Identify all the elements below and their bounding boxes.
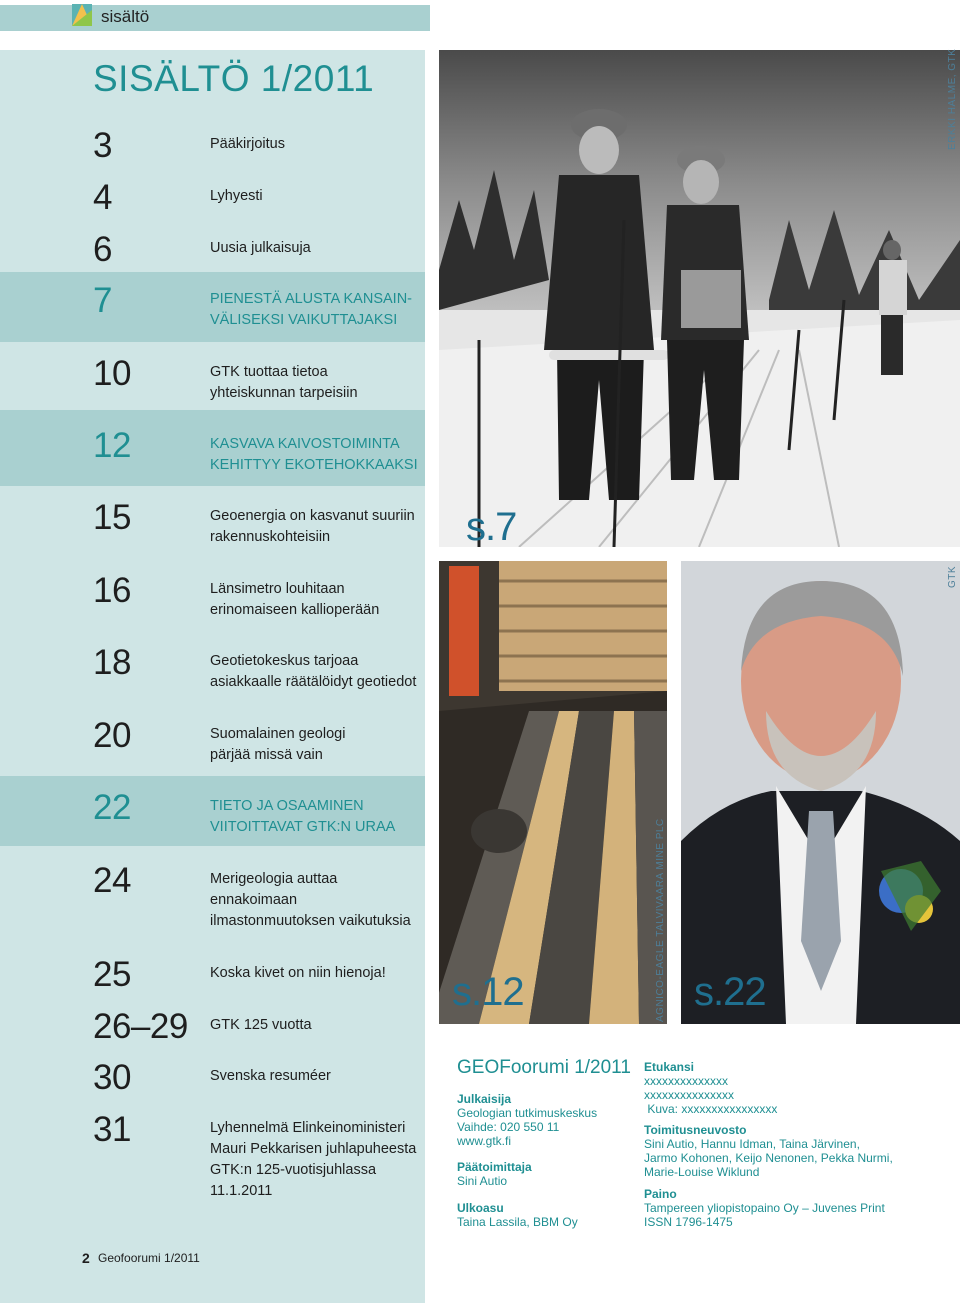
print-line: Tampereen yliopistopaino Oy – Juvenes Print — [644, 1201, 885, 1215]
toc-entry-line: yhteiskunnan tarpeisiin — [210, 385, 358, 401]
toc-entry-line: Koska kivet on niin hienoja! — [210, 965, 386, 981]
toc-entry-line: asiakkaalle räätälöidyt geotiedot — [210, 674, 417, 690]
toc-entry-line: Geotietokeskus tarjoaa — [210, 653, 359, 669]
toc-entry-line: Merigeologia auttaa — [210, 871, 338, 887]
portrait-photo — [681, 561, 960, 1024]
portrait-image — [681, 561, 960, 1024]
header-bar — [0, 5, 430, 31]
toc-entry-line: Suomalainen geologi — [210, 726, 346, 742]
logo-icon — [72, 4, 92, 26]
drill-cores-photo — [439, 561, 667, 1024]
toc-entry-line: Lyhyesti — [210, 188, 263, 204]
skiers-photo — [439, 50, 960, 547]
toc-page-number: 30 — [93, 1058, 131, 1097]
editor-name: Sini Autio — [457, 1174, 508, 1188]
toc-entry-line: GTK tuottaa tietoa — [210, 364, 328, 380]
layout-label: Ulkoasu — [457, 1201, 504, 1215]
toc-entry-line: GTK:n 125-vuotisjuhlassa — [210, 1162, 377, 1178]
toc-page-number: 7 — [93, 281, 112, 320]
magazine-name: Geofoorumi 1/2011 — [98, 1251, 200, 1265]
toc-entry-title[interactable] — [210, 1066, 422, 1087]
cover-block — [644, 1060, 944, 1116]
toc-entry-line: TIETO JA OSAAMINEN — [210, 798, 364, 814]
toc-entry-title[interactable] — [210, 289, 422, 331]
toc-entry-line: Mauri Pekkarisen juhlapuheesta — [210, 1141, 417, 1157]
toc-entry-line: Länsimetro louhitaan — [210, 581, 345, 597]
toc-entry-line: pärjää missä vain — [210, 747, 323, 763]
board-line: Jarmo Kohonen, Keijo Nenonen, Pekka Nurmi, — [644, 1151, 893, 1165]
toc-page-number: 15 — [93, 498, 131, 537]
cover-label: Etukansi — [644, 1060, 695, 1074]
toc-page-number: 22 — [93, 788, 131, 827]
toc-entry-title[interactable] — [210, 579, 422, 621]
publisher-label: Julkaisija — [457, 1092, 512, 1106]
toc-entry-line: Lyhennelmä Elinkeinoministeri — [210, 1120, 406, 1136]
toc-page-number: 3 — [93, 126, 112, 165]
toc-entry-line: Uusia julkaisuja — [210, 240, 311, 256]
cover-line: xxxxxxxxxxxxxxx — [644, 1088, 734, 1102]
print-label: Paino — [644, 1187, 677, 1201]
skiers-image — [439, 50, 960, 547]
layout-block — [457, 1201, 578, 1229]
publisher-block — [457, 1092, 637, 1148]
cover-line: xxxxxxxxxxxxxx — [644, 1074, 728, 1088]
toc-entry-line: GTK 125 vuotta — [210, 1017, 312, 1033]
toc-page-number: 25 — [93, 955, 131, 994]
toc-entry-line: Geoenergia on kasvanut suuriin — [210, 508, 415, 524]
editor-block — [457, 1160, 532, 1188]
toc-entry-line: 11.1.2011 — [210, 1183, 273, 1199]
toc-entry-line: KASVAVA KAIVOSTOIMINTA — [210, 436, 400, 452]
editor-label: Päätoimittaja — [457, 1160, 532, 1174]
toc-page-number: 20 — [93, 716, 131, 755]
toc-entry-line: VÄLISEKSI VAIKUTTAJAKSI — [210, 312, 398, 328]
page-ref-label: s.12 — [452, 970, 524, 1014]
section-label: sisältö — [101, 7, 150, 26]
colophon-title: GEOFoorumi 1/2011 — [457, 1057, 631, 1078]
toc-entry-line: Pääkirjoitus — [210, 136, 285, 152]
board-block — [644, 1123, 954, 1179]
drill-cores-image — [439, 561, 667, 1024]
toc-entry-title[interactable] — [210, 186, 422, 207]
publisher-line: www.gtk.fi — [457, 1134, 512, 1148]
page-number: 2 — [82, 1250, 90, 1266]
board-line: Marie-Louise Wiklund — [644, 1165, 760, 1179]
toc-entry-title[interactable] — [210, 238, 422, 259]
toc-entry-line: ennakoimaan — [210, 892, 298, 908]
toc-page-number: 18 — [93, 643, 131, 682]
toc-page-number: 10 — [93, 354, 131, 393]
toc-entry-title[interactable] — [210, 963, 422, 984]
photo-credit: AGNICO-EAGLE TALVIVAARA MINE PLC — [655, 818, 666, 1022]
toc-entry-line: KEHITTYY EKOTEHOKKAAKSI — [210, 457, 418, 473]
toc-entry-title[interactable] — [210, 724, 422, 766]
toc-entry-title[interactable] — [210, 796, 422, 838]
toc-page-number: 26–29 — [93, 1007, 188, 1046]
board-line: Sini Autio, Hannu Idman, Taina Järvinen, — [644, 1137, 860, 1151]
page-ref-label: s.22 — [694, 970, 766, 1014]
publisher-line: Geologian tutkimuskeskus — [457, 1106, 598, 1120]
toc-page-number: 16 — [93, 571, 131, 610]
toc-entry-title[interactable] — [210, 651, 422, 693]
toc-entry-title[interactable] — [210, 869, 422, 932]
toc-page-number: 6 — [93, 230, 112, 269]
toc-entry-line: rakennuskohteisiin — [210, 529, 331, 545]
toc-entry-line: PIENESTÄ ALUSTA KANSAIN- — [210, 291, 412, 307]
toc-entry-title[interactable] — [210, 434, 422, 476]
print-block — [644, 1187, 954, 1229]
toc-entry-title[interactable] — [210, 134, 422, 155]
toc-page-number: 12 — [93, 426, 131, 465]
toc-entry-title[interactable] — [210, 362, 422, 404]
toc-entry-line: ilmastonmuutoksen vaikutuksia — [210, 913, 411, 929]
photo-credit: GTK — [947, 565, 958, 588]
toc-title: SISÄLTÖ 1/2011 — [93, 58, 375, 99]
toc-entry-title[interactable] — [210, 1118, 422, 1202]
toc-page-number: 31 — [93, 1110, 131, 1149]
toc-entry-line: erinomaiseen kallioperään — [210, 602, 380, 618]
publisher-line: Vaihde: 020 550 11 — [457, 1120, 560, 1134]
toc-page-number: 4 — [93, 178, 112, 217]
toc-page-number: 24 — [93, 861, 131, 900]
board-label: Toimitusneuvosto — [644, 1123, 747, 1137]
page-ref-label: s.7 — [466, 505, 517, 549]
print-line: ISSN 1796-1475 — [644, 1215, 733, 1229]
cover-line: Kuva: xxxxxxxxxxxxxxxx — [644, 1102, 778, 1116]
layout-name: Taina Lassila, BBM Oy — [457, 1215, 578, 1229]
photo-credit: ERKKI HALME, GTK — [947, 48, 958, 150]
toc-entry-line: VIITOITTAVAT GTK:N URAA — [210, 819, 396, 835]
toc-entry-title[interactable] — [210, 506, 422, 548]
toc-entry-title[interactable] — [210, 1015, 422, 1036]
toc-entry-line: Svenska resuméer — [210, 1068, 331, 1084]
